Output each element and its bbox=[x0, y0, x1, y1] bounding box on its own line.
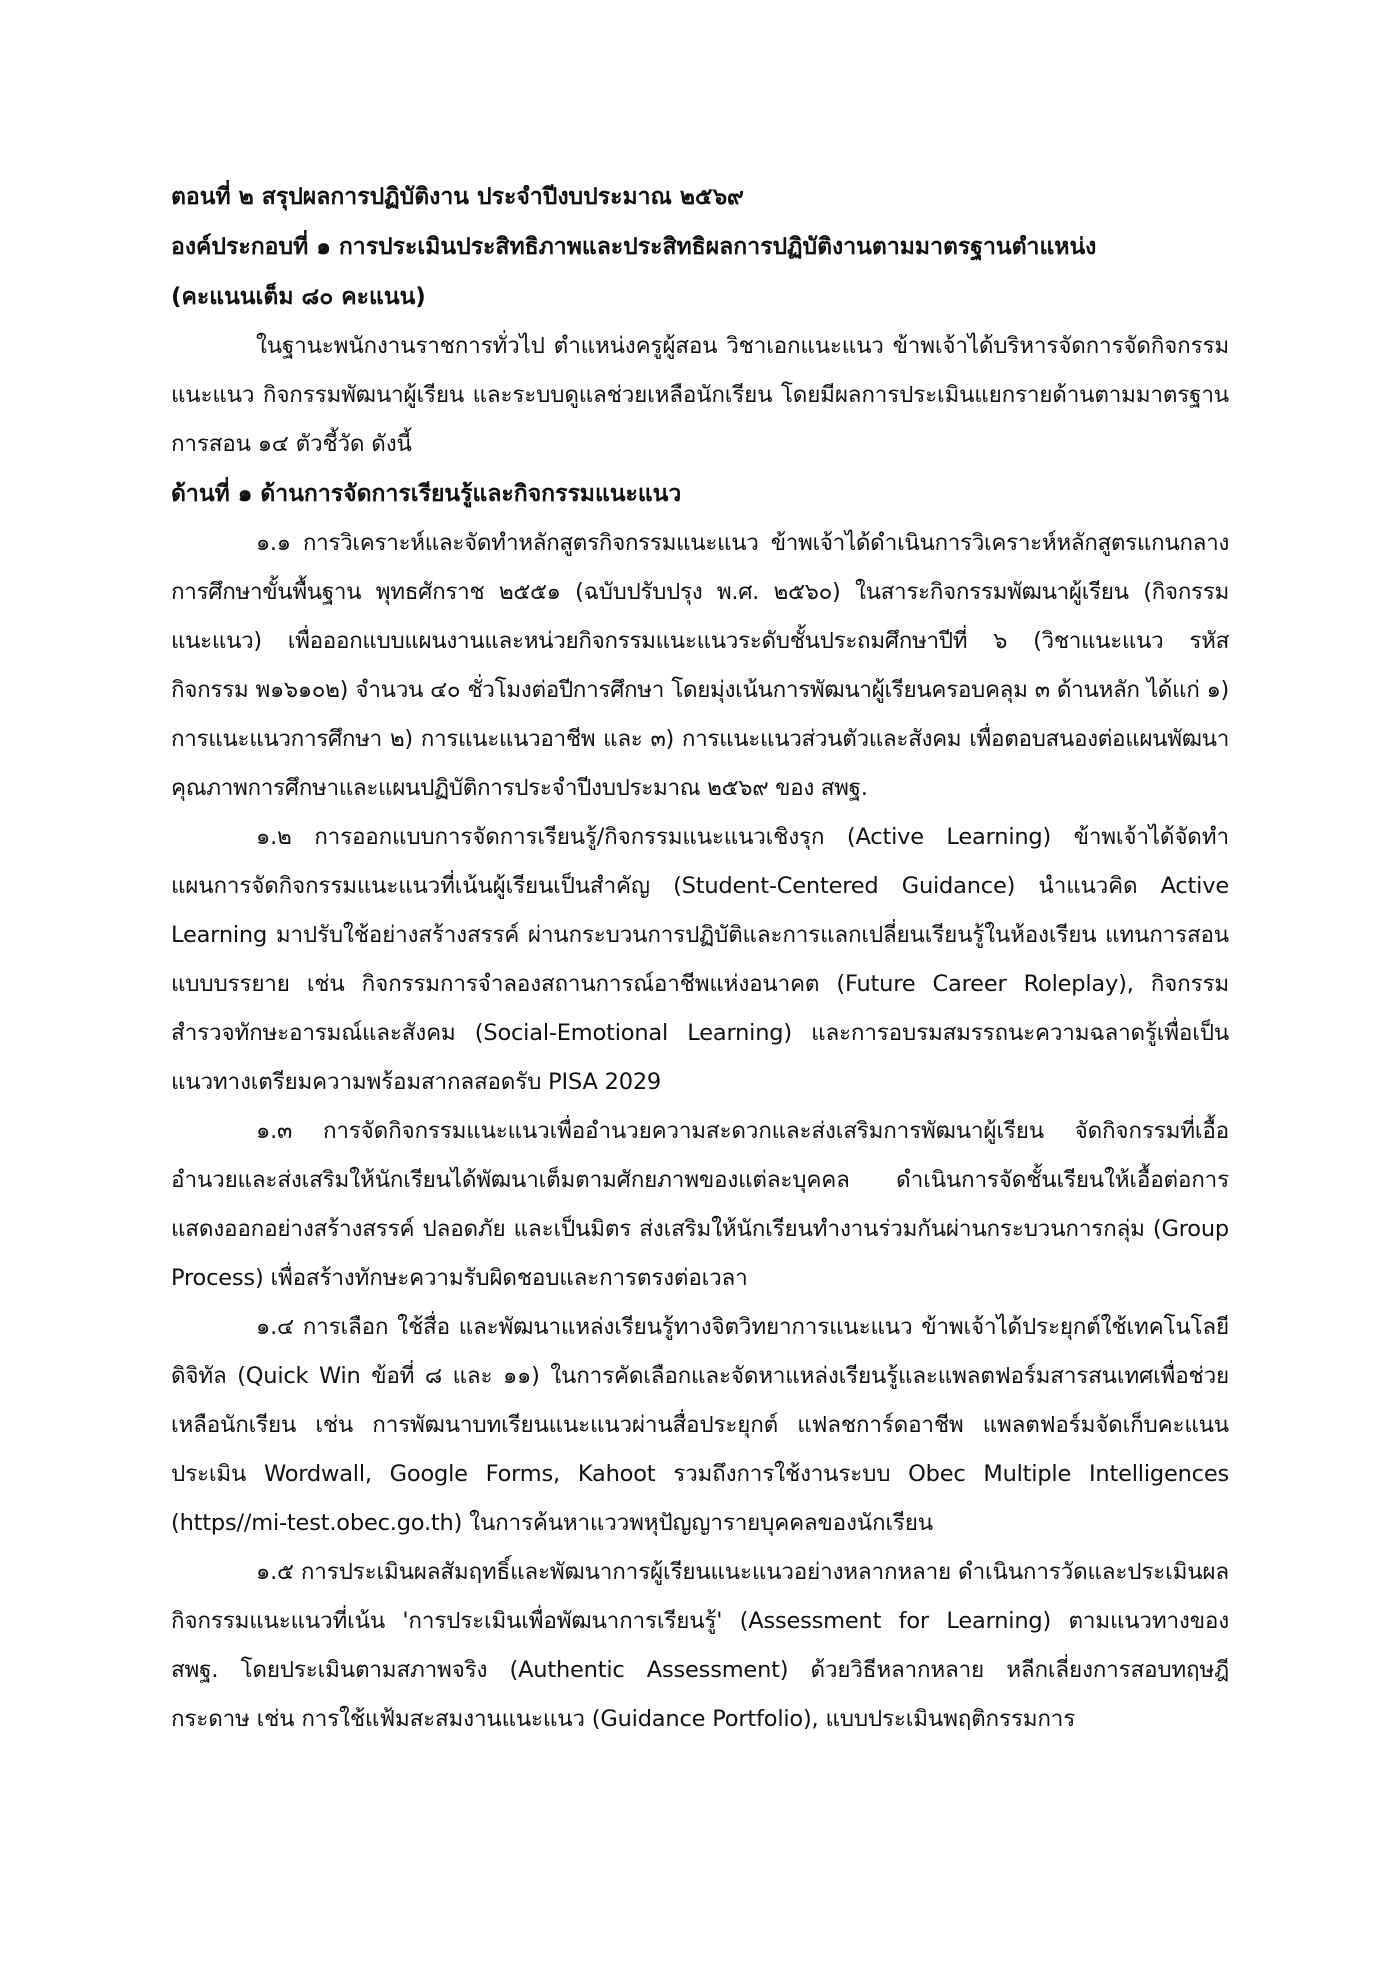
item-1-3: ๑.๓ การจัดกิจกรรมแนะแนวเพื่ออำนวยความสะดวกและส่งเสริมการพัฒนาผู้เรียน จัดกิจกรรมที่เอื้ออำนวยและส่งเสริมให้นักเรียนได้พัฒนาเต็มตามศักยภาพของแต่ละบุคคล ดำเนินการจัดชั้นเรียนให้เอื้อต่อการแสดงออกอย่างสร้างสรรค์ ปลอดภัย และเป็นมิตร ส่งเสริมให้นักเรียนทำงานร่วมกันผ่านกระบวนการกลุ่ม (Group Process) เพื่อสร้างทักษะความรับผิดชอบและการตรงต่อเวลา bbox=[171, 1118, 1229, 1291]
part-heading: ตอนที่ ๒ สรุปผลการปฏิบัติงาน ประจำปีงบประมาณ ๒๕๖๙ bbox=[171, 184, 744, 210]
score-note: (คะแนนเต็ม ๘๐ คะแนน) bbox=[171, 284, 426, 310]
item-1-2: ๑.๒ การออกแบบการจัดการเรียนรู้/กิจกรรมแนะแนวเชิงรุก (Active Learning) ข้าพเจ้าได้จัดทำแผนการจัดกิจกรรมแนะแนวที่เน้นผู้เรียนเป็นสำคัญ (Student-Centered Guidance) นำแนวคิด Active Learning มาปรับใช้อย่างสร้างสรรค์ ผ่านกระบวนการปฏิบัติและการแลกเปลี่ยนเรียนรู้ในห้องเรียน แทนการสอนแบบบรรยาย เช่น กิจกรรมการจำลองสถานการณ์อาชีพแห่งอนาคต (Future Career Roleplay), กิจกรรมสำรวจทักษะอารมณ์และสังคม (Social-Emotional Learning) และการอบรมสมรรถนะความฉลาดรู้เพื่อเป็นแนวทางเตรียมความพร้อมสากลสอดรับ PISA 2029 bbox=[171, 824, 1229, 1095]
section-heading: ด้านที่ ๑ ด้านการจัดการเรียนรู้และกิจกรรมแนะแนว bbox=[171, 481, 682, 507]
component-heading: องค์ประกอบที่ ๑ การประเมินประสิทธิภาพและประสิทธิผลการปฏิบัติงานตามมาตรฐานตำแหน่ง bbox=[171, 234, 1097, 260]
intro-paragraph: ในฐานะพนักงานราชการทั่วไป ตำแหน่งครูผู้สอน วิชาเอกแนะแนว ข้าพเจ้าได้บริหารจัดการจัดกิจกรรมแนะแนว กิจกรรมพัฒนาผู้เรียน และระบบดูแลช่วยเหลือนักเรียน โดยมีผลการประเมินแยกรายด้านตามมาตรฐานการสอน ๑๔ ตัวชี้วัด ดังนี้ bbox=[171, 333, 1229, 457]
item-1-5: ๑.๕ การประเมินผลสัมฤทธิ์และพัฒนาการผู้เรียนแนะแนวอย่างหลากหลาย ดำเนินการวัดและประเมินผลกิจกรรมแนะแนวที่เน้น 'การประเมินเพื่อพัฒนาการเรียนรู้' (Assessment for Learning) ตามแนวทางของ สพฐ. โดยประเมินตามสภาพจริง (Authentic Assessment) ด้วยวิธีหลากหลาย หลีกเลี่ยงการสอบทฤษฎีกระดาษ เช่น การใช้แฟ้มสะสมงานแนะแนว (Guidance Portfolio), แบบประเมินพฤติกรรมการ bbox=[171, 1559, 1229, 1732]
document-page bbox=[171, 172, 1229, 1744]
item-1-4: ๑.๔ การเลือก ใช้สื่อ และพัฒนาแหล่งเรียนรู้ทางจิตวิทยาการแนะแนว ข้าพเจ้าได้ประยุกต์ใช้เทคโนโลยีดิจิทัล (Quick Win ข้อที่ ๘ และ ๑๑) ในการคัดเลือกและจัดหาแหล่งเรียนรู้และแพลตฟอร์มสารสนเทศเพื่อช่วยเหลือนักเรียน เช่น การพัฒนาบทเรียนแนะแนวผ่านสื่อประยุกต์ แฟลชการ์ดอาชีพ แพลตฟอร์มจัดเก็บคะแนนประเมิน Wordwall, Google Forms, Kahoot รวมถึงการใช้งานระบบ Obec Multiple Intelligences (https//mi-test.obec.go.th) ในการค้นหาแววพหุปัญญารายบุคคลของนักเรียน bbox=[171, 1314, 1229, 1536]
item-1-1: ๑.๑ การวิเคราะห์และจัดทำหลักสูตรกิจกรรมแนะแนว ข้าพเจ้าได้ดำเนินการวิเคราะห์หลักสูตรแกนกลางการศึกษาขั้นพื้นฐาน พุทธศักราช ๒๕๕๑ (ฉบับปรับปรุง พ.ศ. ๒๕๖๐) ในสาระกิจกรรมพัฒนาผู้เรียน (กิจกรรมแนะแนว) เพื่อออกแบบแผนงานและหน่วยกิจกรรมแนะแนวระดับชั้นประถมศึกษาปีที่ ๖ (วิชาแนะแนว รหัสกิจกรรม พ๑๖๑๐๒) จำนวน ๔๐ ชั่วโมงต่อปีการศึกษา โดยมุ่งเน้นการพัฒนาผู้เรียนครอบคลุม ๓ ด้านหลัก ได้แก่ ๑) การแนะแนวการศึกษา ๒) การแนะแนวอาชีพ และ ๓) การแนะแนวส่วนตัวและสังคม เพื่อตอบสนองต่อแผนพัฒนาคุณภาพการศึกษาและแผนปฏิบัติการประจำปีงบประมาณ ๒๕๖๙ ของ สพฐ. bbox=[171, 530, 1229, 801]
